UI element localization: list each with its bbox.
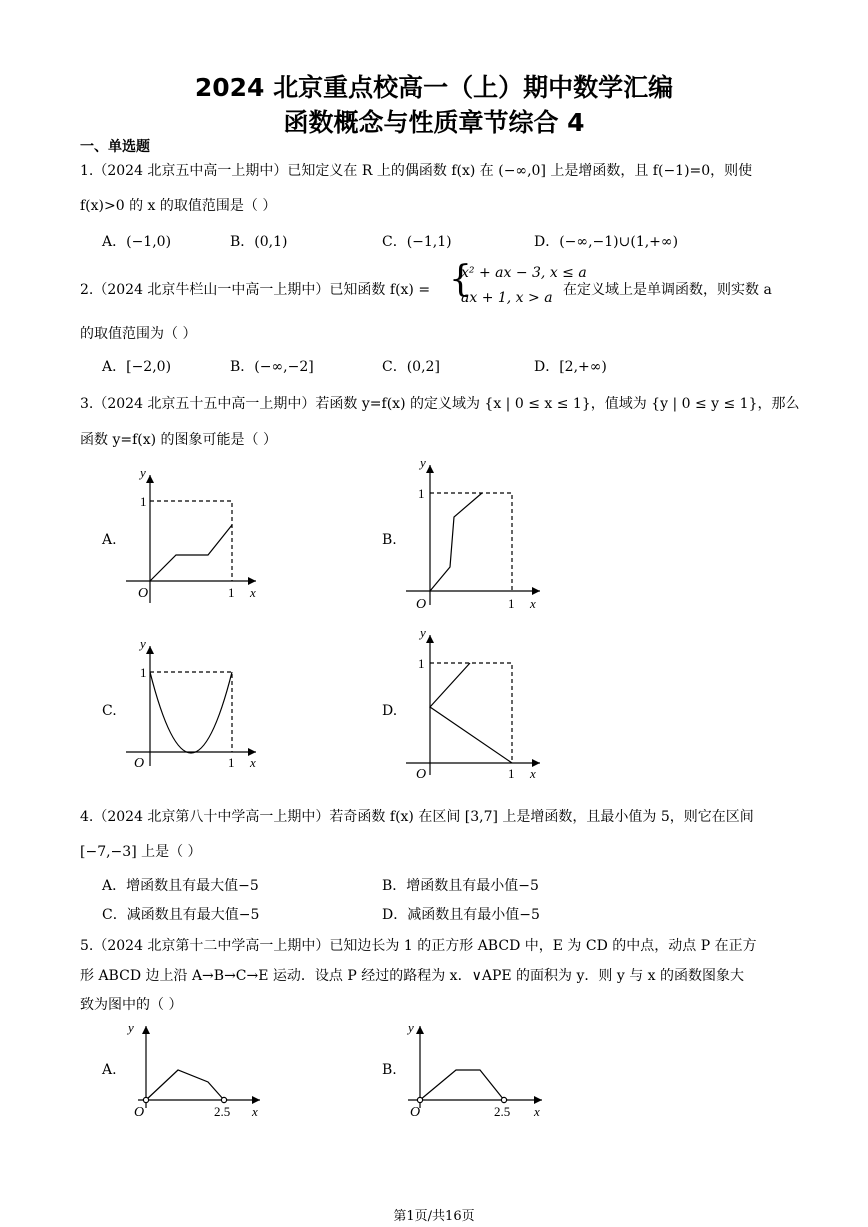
question-5-line-2: 形 ABCD 边上沿 A→B→C→E 运动．设点 P 经过的路程为 x．∨APE 的面积为 y．则 y 与 x 的函数图象大 <box>80 968 744 984</box>
y-tick-1: 1 <box>418 656 425 671</box>
y-label: y <box>140 465 146 480</box>
origin-label: O <box>416 597 427 612</box>
x-tick-1: 1 <box>508 766 515 781</box>
q3-option-b-label: B. <box>382 532 397 548</box>
q5-graph-b <box>400 1018 550 1123</box>
q3-graph-a <box>120 465 270 605</box>
question-1-line-1: 1.（2024 北京五中高一上期中）已知定义在 R 上的偶函数 f(x) 在 (−∞,0] 上是增函数，且 f(−1)=0，则使 <box>80 163 753 179</box>
q3-graph-b <box>400 455 550 615</box>
origin-label: O <box>138 586 149 601</box>
graph-curve <box>150 525 232 581</box>
q3-option-d-label: D. <box>382 703 398 719</box>
section-heading: 一、单选题 <box>80 139 150 155</box>
question-5-line-3: 致为图中的（ ） <box>80 997 183 1013</box>
q3-option-a-label: A. <box>102 532 117 548</box>
open-point-start <box>417 1097 422 1102</box>
q1-option-b: B．(0,1) <box>230 234 288 250</box>
q2-option-c: C．(0,2] <box>382 359 440 375</box>
x-label: x <box>252 1104 258 1119</box>
question-1-line-2: f(x)>0 的 x 的取值范围是（ ） <box>80 198 277 214</box>
question-3-line-1: 3.（2024 北京五十五中高一上期中）若函数 y=f(x) 的定义域为 {x | 0 ≤ x ≤ 1}，值域为 {y | 0 ≤ y ≤ 1}，那么 <box>80 396 800 412</box>
origin-label: O <box>134 756 145 771</box>
x-tick-1: 1 <box>228 585 235 600</box>
q1-option-d: D．(−∞,−1)∪(1,+∞) <box>534 234 679 250</box>
x-label: x <box>250 585 256 600</box>
piecewise-brace: { <box>449 259 472 300</box>
y-label: y <box>420 455 426 470</box>
q4-option-a: A．增函数且有最大值−5 <box>102 878 259 894</box>
page-title: 2024 北京重点校高一（上）期中数学汇编 <box>194 73 674 102</box>
x-tick-1: 1 <box>508 596 515 611</box>
piecewise-case-2: ax + 1, x > a <box>461 290 553 306</box>
q5-option-b-label: B. <box>382 1062 397 1078</box>
y-label: y <box>408 1020 414 1035</box>
y-label: y <box>128 1020 134 1035</box>
x-tick-1: 1 <box>228 755 235 770</box>
graph-curve <box>430 493 482 591</box>
q5-graph-a <box>120 1018 270 1123</box>
y-label: y <box>420 625 426 640</box>
question-4-line-1: 4.（2024 北京第八十中学高一上期中）若奇函数 f(x) 在区间 [3,7] 上是增函数，且最小值为 5，则它在区间 <box>80 809 754 825</box>
page-subtitle: 函数概念与性质章节综合 4 <box>283 108 585 137</box>
q3-option-c-label: C. <box>102 703 117 719</box>
graph-curve <box>430 663 512 763</box>
graph-curve <box>420 1070 504 1100</box>
q2-option-d: D．[2,+∞) <box>534 359 607 375</box>
y-tick-1: 1 <box>140 494 147 509</box>
q1-option-c: C．(−1,1) <box>382 234 452 250</box>
y-label: y <box>140 636 146 651</box>
open-point-end <box>221 1097 226 1102</box>
piecewise-case-1: x² + ax − 3, x ≤ a <box>461 265 587 281</box>
origin-label: O <box>410 1105 421 1120</box>
question-2-line-2: 的取值范围为（ ） <box>80 326 197 342</box>
q3-graph-c <box>120 636 270 776</box>
x-tick-end: 2.5 <box>494 1104 511 1119</box>
origin-label: O <box>416 767 427 782</box>
graph-curve <box>150 672 232 753</box>
question-3-line-2: 函数 y=f(x) 的图象可能是（ ） <box>80 432 277 448</box>
x-label: x <box>250 755 256 770</box>
y-tick-1: 1 <box>140 665 147 680</box>
x-tick-end: 2.5 <box>214 1104 231 1119</box>
y-tick-1: 1 <box>418 486 425 501</box>
q2-option-a: A．[−2,0) <box>102 359 172 375</box>
q1-option-a: A．(−1,0) <box>102 234 172 250</box>
page-footer: 第1页/共16页 <box>393 1209 475 1224</box>
open-point-end <box>501 1097 506 1102</box>
question-4-line-2: [−7,−3] 上是（ ） <box>80 844 202 860</box>
q4-option-d: D．减函数且有最小值−5 <box>382 907 540 923</box>
origin-label: O <box>134 1105 145 1120</box>
q5-option-a-label: A. <box>102 1062 117 1078</box>
x-label: x <box>530 766 536 781</box>
open-point-start <box>143 1097 148 1102</box>
q2-option-b: B．(−∞,−2] <box>230 359 314 375</box>
question-5-line-1: 5.（2024 北京第十二中学高一上期中）已知边长为 1 的正方形 ABCD 中，E 为 CD 的中点，动点 P 在正方 <box>80 938 757 954</box>
question-2-suffix: 在定义域上是单调函数，则实数 a <box>563 282 772 298</box>
x-label: x <box>534 1104 540 1119</box>
question-2-prefix: 2.（2024 北京牛栏山一中高一上期中）已知函数 f(x) = <box>80 282 431 298</box>
x-label: x <box>530 596 536 611</box>
q3-graph-d <box>400 625 550 785</box>
graph-curve <box>146 1070 224 1100</box>
q4-option-b: B．增函数且有最小值−5 <box>382 878 539 894</box>
q4-option-c: C．减函数且有最大值−5 <box>102 907 260 923</box>
